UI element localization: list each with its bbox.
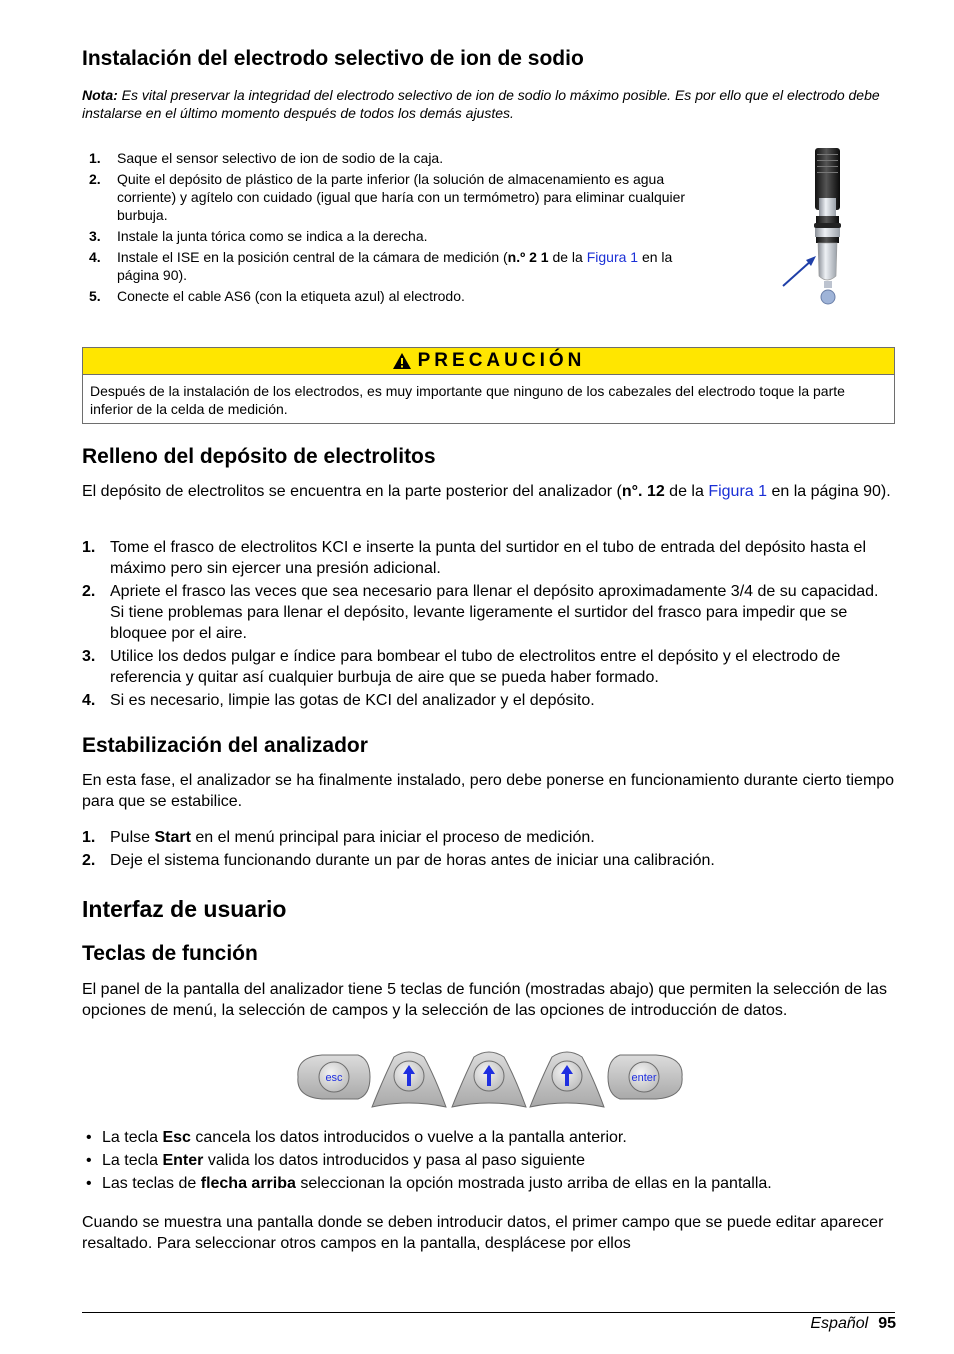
bullet-bold: Enter — [162, 1152, 204, 1169]
enter-key[interactable] — [608, 1055, 682, 1099]
step-text: Conecte el cable AS6 (con la etiqueta azul) al electrodo. — [117, 288, 465, 304]
intro-text: de la — [664, 483, 709, 500]
function-keys-bullets — [82, 1127, 895, 1196]
list-item — [82, 850, 895, 871]
bullet-icon: • — [86, 1129, 92, 1146]
up-arrow-key-3[interactable] — [530, 1052, 604, 1107]
list-item — [82, 690, 895, 711]
list-item — [82, 581, 895, 644]
caution-box — [82, 347, 895, 424]
step-number: 1. — [89, 150, 101, 166]
list-item — [82, 646, 895, 688]
chapter-title: Interfaz de usuario — [82, 896, 287, 922]
bullet-text: valida los datos introducidos y pasa al paso siguiente — [203, 1152, 585, 1169]
bullet-icon: • — [86, 1152, 92, 1169]
stabilization-steps-list — [82, 827, 895, 873]
step-number: 2. — [82, 852, 96, 869]
bullet-text: seleccionan la opción mostrada justo arriba de ellas en la pantalla. — [295, 1175, 772, 1192]
list-item — [82, 287, 707, 305]
footer-language: Español — [810, 1315, 869, 1332]
step-text: Pulse — [110, 829, 155, 846]
bullet-icon: • — [86, 1175, 92, 1192]
step-text: Si es necesario, limpie las gotas de KCI del analizador y el depósito. — [110, 692, 595, 709]
list-item — [82, 170, 707, 224]
step-text: en el menú principal para iniciar el proceso de medición. — [190, 829, 595, 846]
caution-header — [83, 348, 894, 375]
function-keys-intro: El panel de la pantalla del analizador tiene 5 teclas de función (mostradas abajo) que permiten la selección de las opciones de menú, la selección de campos y la selección de las opciones de introducción de datos. — [82, 981, 887, 1019]
step-text: Utilice los dedos pulgar e índice para bombear el tubo de electrolitos entre el depósito y el electrodo de referencia y quitar así cualquier burbuja de aire que se pueda haber formado. — [110, 648, 841, 686]
list-item — [82, 1127, 895, 1148]
step-number: 2. — [82, 583, 96, 600]
esc-key[interactable] — [298, 1055, 370, 1099]
enter-key-label: enter — [631, 1072, 657, 1084]
esc-key-label: esc — [325, 1072, 343, 1084]
bullet-text: La tecla — [102, 1129, 163, 1146]
page-footer — [810, 1313, 896, 1335]
step-text: Instale la junta tórica como se indica a la derecha. — [117, 228, 428, 244]
up-arrow-key-2[interactable] — [452, 1052, 526, 1107]
list-item — [82, 227, 707, 245]
step-number: 1. — [82, 539, 96, 556]
section-title-sodium-electrode: Instalación del electrodo selectivo de ion de sodio — [82, 47, 584, 70]
bullet-text: Las teclas de — [102, 1175, 201, 1192]
list-item — [82, 537, 895, 579]
section-title-stabilization: Estabilización del analizador — [82, 734, 368, 757]
step-text: Deje el sistema funcionando durante un par de horas antes de iniciar una calibración. — [110, 852, 715, 869]
warning-triangle-icon — [392, 352, 412, 370]
list-item — [82, 149, 707, 167]
figure-link[interactable]: Figura 1 — [586, 249, 639, 265]
electrode-image — [778, 144, 848, 310]
electrolyte-steps-list — [82, 537, 895, 713]
bullet-bold: Esc — [162, 1129, 191, 1146]
install-steps-list — [82, 149, 707, 308]
electrolyte-intro — [82, 481, 895, 502]
list-item — [82, 827, 895, 848]
bullet-text: La tecla — [102, 1152, 163, 1169]
note-text: Es vital preservar la integridad del electrodo selectivo de ion de sodio lo máximo posible. Es por ello que el electrodo debe instalarse en el último momento después de todos los demás ajustes. — [82, 87, 880, 121]
step-bold: Start — [154, 829, 191, 846]
footer-divider — [82, 1312, 895, 1313]
step-number: 4. — [89, 249, 101, 265]
note-paragraph — [82, 86, 895, 122]
intro-text: El depósito de electrolitos se encuentra en la parte posterior del analizador ( — [82, 483, 622, 500]
caution-label: PRECAUCIÓN — [417, 350, 586, 371]
step-number: 3. — [89, 228, 101, 244]
step-number: 1. — [82, 829, 96, 846]
intro-text: en la página 90). — [767, 483, 891, 500]
figure-link[interactable]: Figura 1 — [708, 483, 768, 500]
bullet-bold: flecha arriba — [200, 1175, 296, 1192]
section-title-electrolyte: Relleno del depósito de electrolitos — [82, 445, 436, 468]
step-text: Saque el sensor selectivo de ion de sodio de la caja. — [117, 150, 444, 166]
bullet-text: cancela los datos introducidos o vuelve a la pantalla anterior. — [190, 1129, 627, 1146]
list-item — [82, 1173, 895, 1194]
intro-bold: n°. 12 — [621, 483, 665, 500]
stabilization-intro: En esta fase, el analizador se ha finalmente instalado, pero debe ponerse en funcionamiento durante cierto tiempo para que se estabilice. — [82, 772, 895, 810]
function-keys-panel — [294, 1047, 688, 1109]
step-bold: n.º 2 1 — [507, 249, 549, 265]
closing-paragraph: Cuando se muestra una pantalla donde se deben introducir datos, el primer campo que se puede editar aparecer resaltado. Para seleccionar otros campos en la pantalla, desplácese por ellos — [82, 1214, 884, 1252]
step-text: Quite el depósito de plástico de la parte inferior (la solución de almacenamiento es agua corriente) y agítelo con cuidado (igual que haría con un termómetro) para eliminar cualquier burbuja. — [117, 171, 686, 223]
up-arrow-key-1[interactable] — [372, 1052, 446, 1107]
step-number: 3. — [82, 648, 96, 665]
step-number: 4. — [82, 692, 96, 709]
step-number: 2. — [89, 171, 101, 187]
step-text: Apriete el frasco las veces que sea necesario para llenar el depósito aproximadamente 3/4 de su capacidad. Si tiene problemas para llenar el depósito, levante ligeramente el surtidor del frasco para impedir que se bloquee por el aire. — [110, 583, 879, 642]
step-text: Instale el ISE en la posición central de la cámara de medición ( — [117, 249, 508, 265]
section-title-function-keys: Teclas de función — [82, 942, 258, 965]
step-number: 5. — [89, 288, 101, 304]
caution-text: Después de la instalación de los electrodos, es muy importante que ninguno de los cabezales del electrodo toque la parte inferior de la celda de medición. — [90, 383, 845, 417]
page-number: 95 — [878, 1315, 896, 1332]
note-label: Nota: — [82, 87, 118, 103]
step-text: en la página 90). — [117, 249, 673, 283]
step-text: de la — [548, 249, 587, 265]
list-item — [82, 248, 707, 284]
list-item — [82, 1150, 895, 1171]
step-text: Tome el frasco de electrolitos KCI e inserte la punta del surtidor en el tubo de entrada del depósito hasta el máximo pero sin ejercer una presión adicional. — [110, 539, 867, 577]
